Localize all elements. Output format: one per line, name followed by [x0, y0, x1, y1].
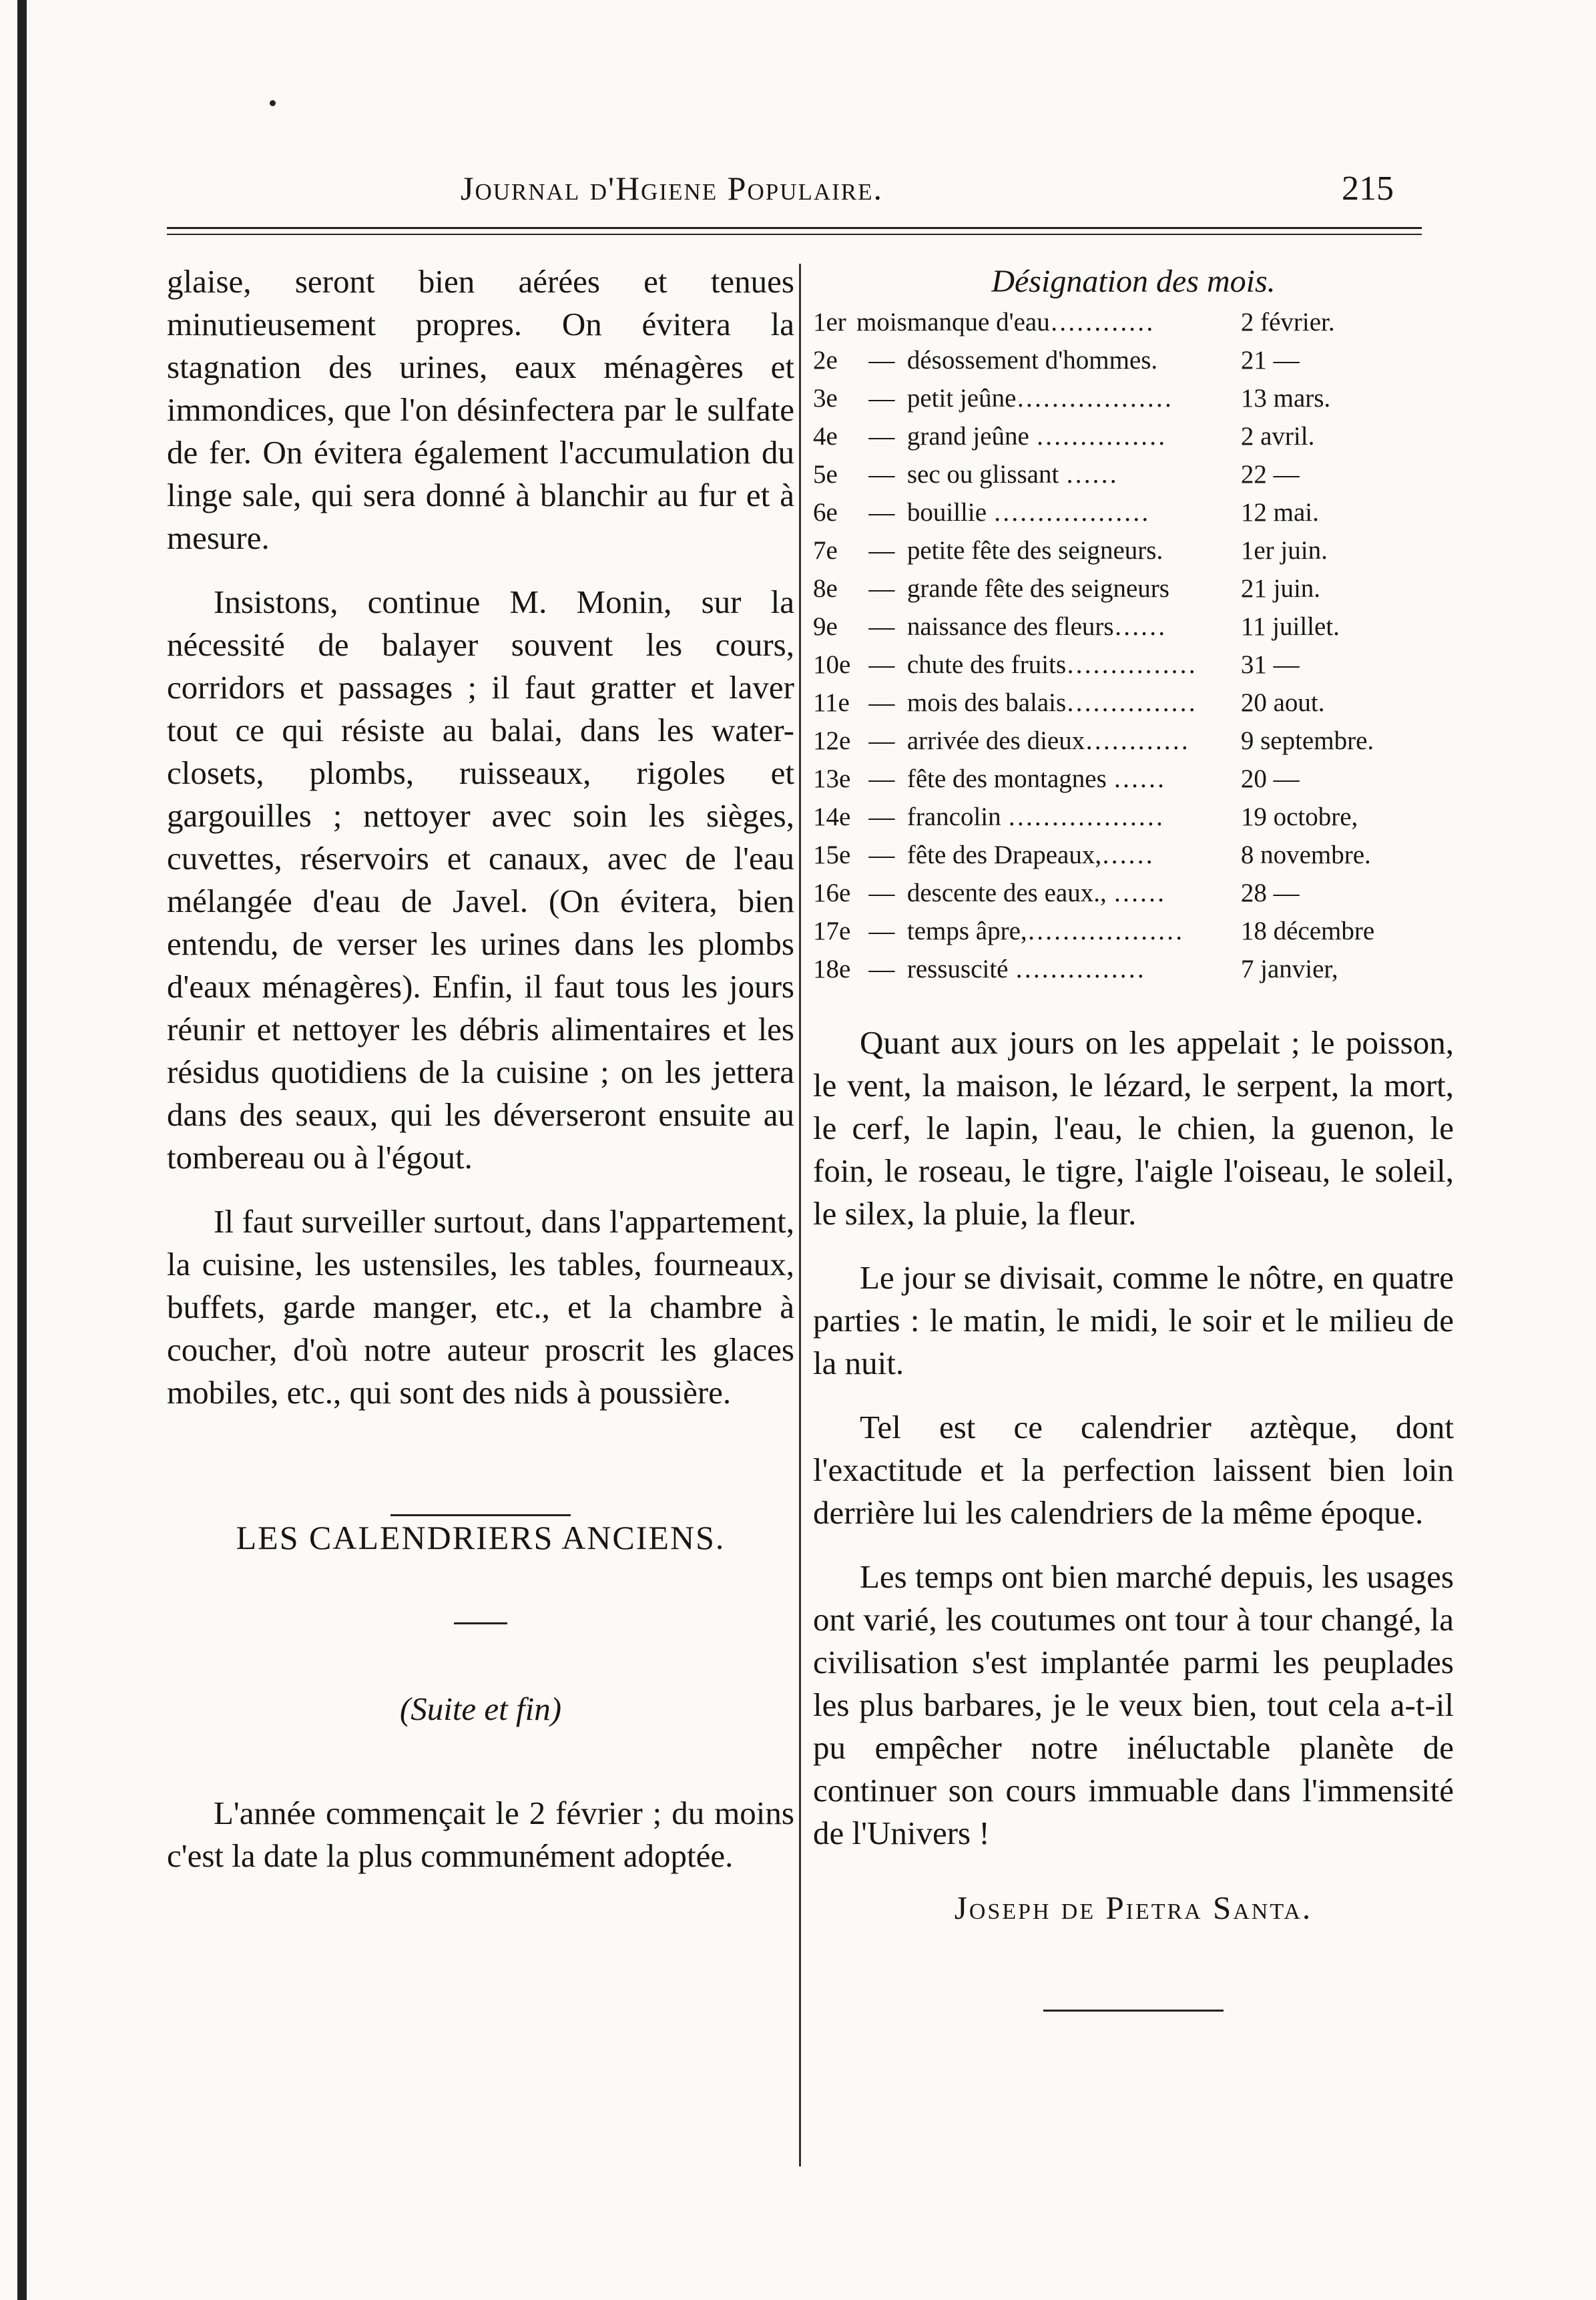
month-separator: — [868, 764, 895, 793]
paragraph: glaise, seront bien aérées et tenues minutieusement propres. On évitera la stagnation des urines, eaux ménagères et immondices, que l'on désinfectera par le sulfate de fer. On évitera également l'accumulation du linge sale, qui sera donné à blanchir au fur et à mesure. [167, 263, 794, 556]
month-date: 8 novembre. [1240, 841, 1371, 869]
month-date: 28 — [1240, 879, 1300, 907]
month-name: ressuscité …………… [906, 955, 1145, 983]
month-date: 21 — [1240, 346, 1300, 375]
month-row [813, 798, 1454, 836]
title-separator [454, 1622, 507, 1624]
paragraph: Il faut surveiller surtout, dans l'appartement, la cuisine, les ustensiles, les tables, fourneaux, buffets, garde manger, etc., et la chambre à coucher, d'où notre auteur proscrit les glaces mobiles, etc., qui sont des nids à poussière. [167, 1203, 794, 1411]
month-number: 1er [813, 308, 846, 336]
month-number: 10e [813, 650, 851, 679]
end-separator [1043, 2010, 1224, 2012]
month-number: 12e [813, 726, 851, 755]
paragraph: Insistons, continue M. Monin, sur la nécessité de balayer souvent les cours, corridors et passages ; il faut gratter et laver tout ce qui résiste au balai, dans les water-closets, plombs, ruisseaux, rigoles et gargouilles ; nettoyer avec soin les sièges, cuvettes, réservoirs et canaux, avec de l'eau mélangée d'eau de Javel. (On évitera, bien entendu, de verser les urines dans les plombs d'eaux ménagères). Enfin, il faut tous les jours réunir et nettoyer les débris alimentaires et les résidus quotidiens de la cuisine ; on les jettera dans des seaux, qui les déverseront ensuite au tombereau ou à l'égout. [167, 584, 794, 1176]
month-number: 2e [813, 346, 838, 375]
month-row [813, 341, 1454, 379]
right-column [813, 260, 1454, 2012]
month-date: 19 octobre, [1240, 802, 1358, 831]
month-row [813, 760, 1454, 798]
month-separator: — [868, 802, 895, 831]
month-row [813, 493, 1454, 531]
month-name: petit jeûne……………… [906, 384, 1173, 413]
month-separator: mois [856, 308, 907, 336]
month-name: fête des montagnes …… [906, 764, 1165, 793]
month-separator: — [868, 917, 895, 945]
month-date: 13 mars. [1240, 384, 1331, 413]
month-row [813, 455, 1454, 493]
paragraph: Les temps ont bien marché depuis, les usages ont varié, les coutumes ont tour à tour changé, la civilisation s'est implantée parmi les peuplades les plus barbares, je le veux bien, tout cela a-t-il pu empêcher notre inéluctable planète de continuer son cours immuable dans l'immensité de l'Univers ! [813, 1558, 1454, 1851]
month-name: fête des Drapeaux,…… [906, 841, 1154, 869]
month-date: 31 — [1240, 650, 1300, 679]
paragraph: Tel est ce calendrier aztèque, dont l'exactitude et la perfection laissent bien loin derrière lui les calendriers de la même époque. [813, 1409, 1454, 1531]
month-row [813, 531, 1454, 569]
month-number: 14e [813, 802, 851, 831]
journal-title: Journal d'Hgiene Populaire. [461, 170, 884, 207]
month-name: arrivée des dieux………… [906, 726, 1189, 755]
header-rule-top [167, 227, 1422, 229]
month-separator: — [868, 536, 895, 565]
month-separator: — [868, 574, 895, 603]
month-name: grande fête des seigneurs [906, 574, 1169, 603]
month-row [813, 836, 1454, 874]
month-number: 18e [813, 955, 851, 983]
section-title: LES CALENDRIERS ANCIENS. [236, 1519, 726, 1556]
month-row [813, 608, 1454, 646]
header-rule-bottom [167, 234, 1422, 235]
month-date: 7 janvier, [1240, 955, 1338, 983]
month-name: naissance des fleurs…… [906, 612, 1166, 641]
paragraph: L'année commençait le 2 février ; du moins c'est la date la plus communément adoptée. [167, 1795, 794, 1874]
month-number: 6e [813, 498, 838, 527]
month-name: descente des eaux., …… [906, 879, 1165, 907]
month-name: grand jeûne …………… [906, 422, 1166, 451]
month-separator: — [868, 726, 895, 755]
month-name: mois des balais…………… [906, 688, 1197, 717]
month-row [813, 950, 1454, 988]
month-separator: — [868, 841, 895, 869]
month-number: 8e [813, 574, 838, 603]
months-table [813, 303, 1454, 988]
month-number: 13e [813, 764, 851, 793]
month-separator: — [868, 346, 895, 375]
month-date: 22 — [1240, 460, 1300, 489]
month-name: bouillie ……………… [906, 498, 1149, 527]
left-column [167, 260, 794, 1877]
month-date: 2 avril. [1240, 422, 1315, 451]
month-row [813, 417, 1454, 455]
month-date: 11 juillet. [1240, 612, 1340, 641]
month-name: désossement d'hommes. [906, 346, 1158, 375]
month-row [813, 684, 1454, 722]
column-divider [799, 264, 801, 2166]
month-row [813, 722, 1454, 760]
month-date: 20 aout. [1240, 688, 1325, 717]
section-subtitle: (Suite et fin) [399, 1690, 562, 1727]
month-date: 12 mai. [1240, 498, 1319, 527]
month-separator: — [868, 955, 895, 983]
month-number: 16e [813, 879, 851, 907]
month-separator: — [868, 460, 895, 489]
month-date: 1er juin. [1240, 536, 1328, 565]
month-number: 4e [813, 422, 838, 451]
month-date: 20 — [1240, 764, 1300, 793]
paragraph: Le jour se divisait, comme le nôtre, en quatre parties : le matin, le midi, le soir et le milieu de la nuit. [813, 1259, 1454, 1381]
month-row [813, 303, 1454, 341]
month-number: 3e [813, 384, 838, 413]
page-binding-edge [17, 0, 27, 2300]
page-number: 215 [1342, 170, 1394, 208]
month-separator: — [868, 879, 895, 907]
table-title: Désignation des mois. [991, 264, 1276, 299]
month-name: manque d'eau………… [906, 308, 1154, 336]
month-separator: — [868, 498, 895, 527]
month-number: 9e [813, 612, 838, 641]
month-number: 15e [813, 841, 851, 869]
month-number: 11e [813, 688, 850, 717]
month-date: 18 décembre [1240, 917, 1375, 945]
month-name: temps âpre,……………… [906, 917, 1183, 945]
month-row [813, 569, 1454, 608]
month-name: sec ou glissant …… [906, 460, 1118, 489]
month-name: petite fête des seigneurs. [906, 536, 1163, 565]
author-signature: Joseph de Pietra Santa. [954, 1889, 1313, 1926]
month-name: francolin ……………… [906, 802, 1164, 831]
ink-speck [270, 100, 276, 106]
month-date: 9 septembre. [1240, 726, 1374, 755]
month-number: 7e [813, 536, 838, 565]
month-separator: — [868, 422, 895, 451]
month-separator: — [868, 612, 895, 641]
month-row [813, 379, 1454, 417]
month-date: 21 juin. [1240, 574, 1321, 603]
month-row [813, 646, 1454, 684]
month-separator: — [868, 384, 895, 413]
month-number: 17e [813, 917, 851, 945]
month-number: 5e [813, 460, 838, 489]
month-separator: — [868, 688, 895, 717]
month-row [813, 912, 1454, 950]
month-separator: — [868, 650, 895, 679]
month-date: 2 février. [1240, 308, 1335, 336]
month-name: chute des fruits…………… [906, 650, 1197, 679]
paragraph: Quant aux jours on les appelait ; le poisson, le vent, la maison, le lézard, le serpent, la mort, le cerf, le lapin, l'eau, le chien, la guenon, le foin, le roseau, le tigre, l'aigle l'oiseau, le soleil, le silex, la pluie, la fleur. [813, 1024, 1454, 1232]
month-row [813, 874, 1454, 912]
